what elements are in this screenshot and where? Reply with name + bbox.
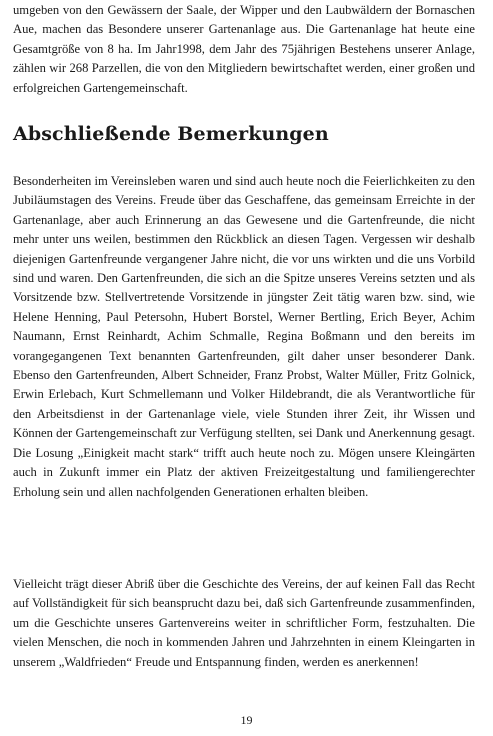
page-number: 19 [240, 713, 253, 727]
closing-paragraph: Besonderheiten im Vereinsleben waren und sind auch heute noch die Feierlichkeiten zu den Jubiläumstagen des Vereins. Freude über das Geschaffene, das gemeinsam Erreichte in der Gartenanlage, aber auch Erinnerung an das Gewesene und die Gartenfreunde, die nicht mehr unter uns weilen, bestimmen den Rückblick an diesen Tagen. Vergessen wir deshalb diejenigen Gartenfreunde vergangener Jahre nicht, die vor uns wirkten und die uns Vorbild sind und waren. Den Gartenfreunden, die sich an die Spitze unseres Vereins setzten und als Vorsitzende bzw. Stellvertretende Vorsitzende in jüngster Zeit tätig waren bzw. sind, wie Helene Henning, Paul Petersohn, Hubert Borstel, Werner Bertling, Erich Beyer, Achim Naumann, Ernst Reinhardt, Achim Schmalle, Regina Boßmann und den bereits im vorangegangenen Text benannten Gartenfreunden, gilt daher unser besonderer Dank. Ebenso den Gartenfreunden, Albert Schneider, Franz Probst, Walter Müller, Fritz Golnick, Erwin Erlebach, Kurt Schmellemann und Volker Hildebrandt, die als Verantwortliche für den Arbeitsdienst in der Gartenanlage viele, viele Stunden ihrer Zeit, ihr Wissen und Können der Gartengemeinschaft zur Verfügung stellten, sei Dank und Anerkennung gesagt. Die Losung „Einigkeit macht stark“ trifft auch heute noch zu. Mögen unsere Kleingärten auch in Zukunft immer ein Platz der aktiven Freizeitgestaltung und familiengerechter Erholung sein und allen nachfolgenden Generationen erhalten bleiben. [13, 174, 475, 499]
final-paragraph: Vielleicht trägt dieser Abriß über die Geschichte des Vereins, der auf keinen Fall das Recht auf Vollständigkeit für sich beansprucht dazu bei, daß sich Gartenfreunde zusammenfinden, um die Geschichte unseres Gartenvereins weiter in schriftlicher Form, festzuhalten. Die vielen Menschen, die noch in kommenden Jahren und Jahrzehnten in einem Kleingarten in unserem „Waldfrieden“ Freude und Entspannung finden, werden es anerkennen! [13, 577, 475, 669]
section-heading: Abschließende Bemerkungen [13, 123, 329, 145]
intro-paragraph: umgeben von den Gewässern der Saale, der Wipper und den Laubwäldern der Bornaschen Aue, machen das Besondere unserer Gartenanlage aus. Die Gartenanlage hat heute eine Gesamtgröße von 8 ha. Im Jahr1998, dem Jahr des 75jährigen Bestehens unserer Anlage, zählen wir 268 Parzellen, die von den Mitgliedern bewirtschaftet werden, einer großen und erfolgreichen Gartengemeinschaft. [13, 3, 475, 95]
